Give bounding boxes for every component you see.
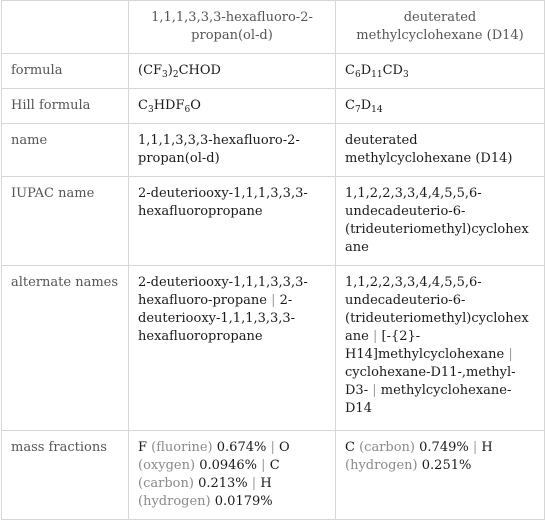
mass-fractions-value-1: F (fluorine) 0.674% | O (oxygen) 0.0946% | C (carbon) 0.213% | H (hydrogen) 0.0179%: [129, 431, 336, 520]
row-label-mass-fractions: mass fractions: [2, 431, 129, 520]
comparison-table: [1, 0, 545, 520]
table-row: [2, 54, 545, 89]
table-row: [2, 124, 545, 177]
name-value-1: 1,1,1,3,3,3-hexafluoro-2-propan(ol-d): [129, 124, 336, 177]
row-label-hill-formula: Hill formula: [2, 89, 129, 124]
table-row: [2, 177, 545, 266]
formula-value-1: $(CF_3)_2CHOD$: [129, 54, 336, 89]
row-label-name: name: [2, 124, 129, 177]
table-row: [2, 266, 545, 431]
table-row: [2, 89, 545, 124]
row-label-iupac-name: IUPAC name: [2, 177, 129, 266]
corner-cell: [2, 1, 129, 54]
row-label-alternate-names: alternate names: [2, 266, 129, 431]
alternate-names-value-2: 1,1,2,2,3,3,4,4,5,5,6-undecadeuterio-6-(trideuteriomethyl)cyclohexane | [-{2}-H14]methylcyclohexane | cyclohexane-D11-,methyl-D3- | methylcyclohexane-D14: [336, 266, 545, 431]
formula-value-2: $C_6D_{11}CD_3$: [336, 54, 545, 89]
hill-formula-value-2: $C_7D_{14}$: [336, 89, 545, 124]
alternate-names-value-1: 2-deuteriooxy-1,1,1,3,3,3-hexafluoro-propane | 2-deuteriooxy-1,1,1,3,3,3-hexafluoropropane: [129, 266, 336, 431]
iupac-name-value-1: 2-deuteriooxy-1,1,1,3,3,3-hexafluoropropane: [129, 177, 336, 266]
mass-fractions-value-2: C (carbon) 0.749% | H (hydrogen) 0.251%: [336, 431, 545, 520]
iupac-name-value-2: 1,1,2,2,3,3,4,4,5,5,6-undecadeuterio-6-(trideuteriomethyl)cyclohexane: [336, 177, 545, 266]
table-row: [2, 431, 545, 520]
hill-formula-value-1: $C_3HDF_6O$: [129, 89, 336, 124]
column-header-2: deuterated methylcyclohexane (D14): [336, 1, 545, 54]
name-value-2: deuterated methylcyclohexane (D14): [336, 124, 545, 177]
row-label-formula: formula: [2, 54, 129, 89]
column-header-1: 1,1,1,3,3,3-hexafluoro-2-propan(ol-d): [129, 1, 336, 54]
header-row: [2, 1, 545, 54]
